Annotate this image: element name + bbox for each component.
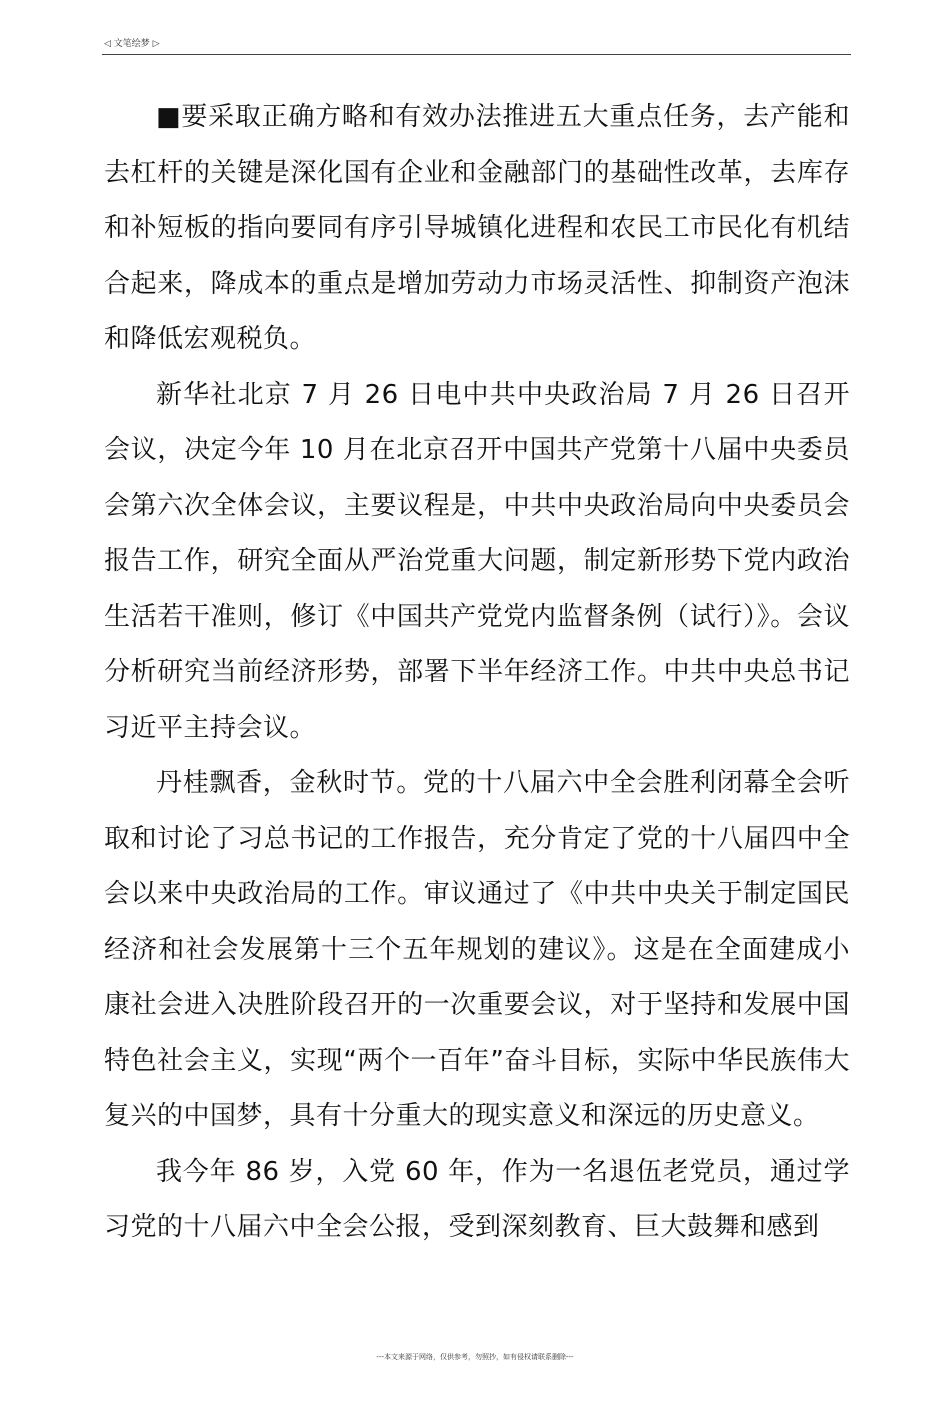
header-divider [102,54,851,55]
paragraph-3: 丹桂飘香，金秋时节。党的十八届六中全会胜利闭幕全会听取和讨论了习总书记的工作报告，充分肯定了党的十八届四中全会以来中央政治局的工作。审议通过了《中共中央关于制定国民经济和社会发展第十三个五年规划的建议》。这是在全面建成小康社会进入决胜阶段召开的一次重要会议，对于坚持和发展中国特色社会主义，实现“两个一百年”奋斗目标，实际中华民族伟大复兴的中国梦，具有十分重大的现实意义和深远的历史意义。 [104,768,850,1131]
paragraph-4: 我今年 86 岁，入党 60 年，作为一名退伍老党员，通过学习党的十八届六中全会公报，受到深刻教育、巨大鼓舞和感到 [104,1156,850,1242]
page-header: ◁ 文笔绘梦 ▷ [104,39,160,49]
paragraph-2: 新华社北京 7 月 26 日电中共中央政治局 7 月 26 日召开会议，决定今年 10 月在北京召开中国共产党第十八届中央委员会第六次全体会议，主要议程是，中共中央政治局向中央委员会报告工作，研究全面从严治党重大问题，制定新形势下党内政治生活若干准则，修订《中国共产党党内监督条例（试行）》。会议分析研究当前经济形势，部署下半年经济工作。中共中央总书记习近平主持会议。 [104,379,850,743]
document-body [104,90,850,1256]
page-footer: ---本文来源于网络，仅供参考，勿照抄，如有侵权请联系删除--- [376,1353,574,1361]
paragraph-1: ■要采取正确方略和有效办法推进五大重点任务，去产能和去杠杆的关键是深化国有企业和金融部门的基础性改革，去库存和补短板的指向要同有序引导城镇化进程和农民工市民化有机结合起来，降成本的重点是增加劳动力市场灵活性、抑制资产泡沫和降低宏观税负。 [104,102,850,354]
